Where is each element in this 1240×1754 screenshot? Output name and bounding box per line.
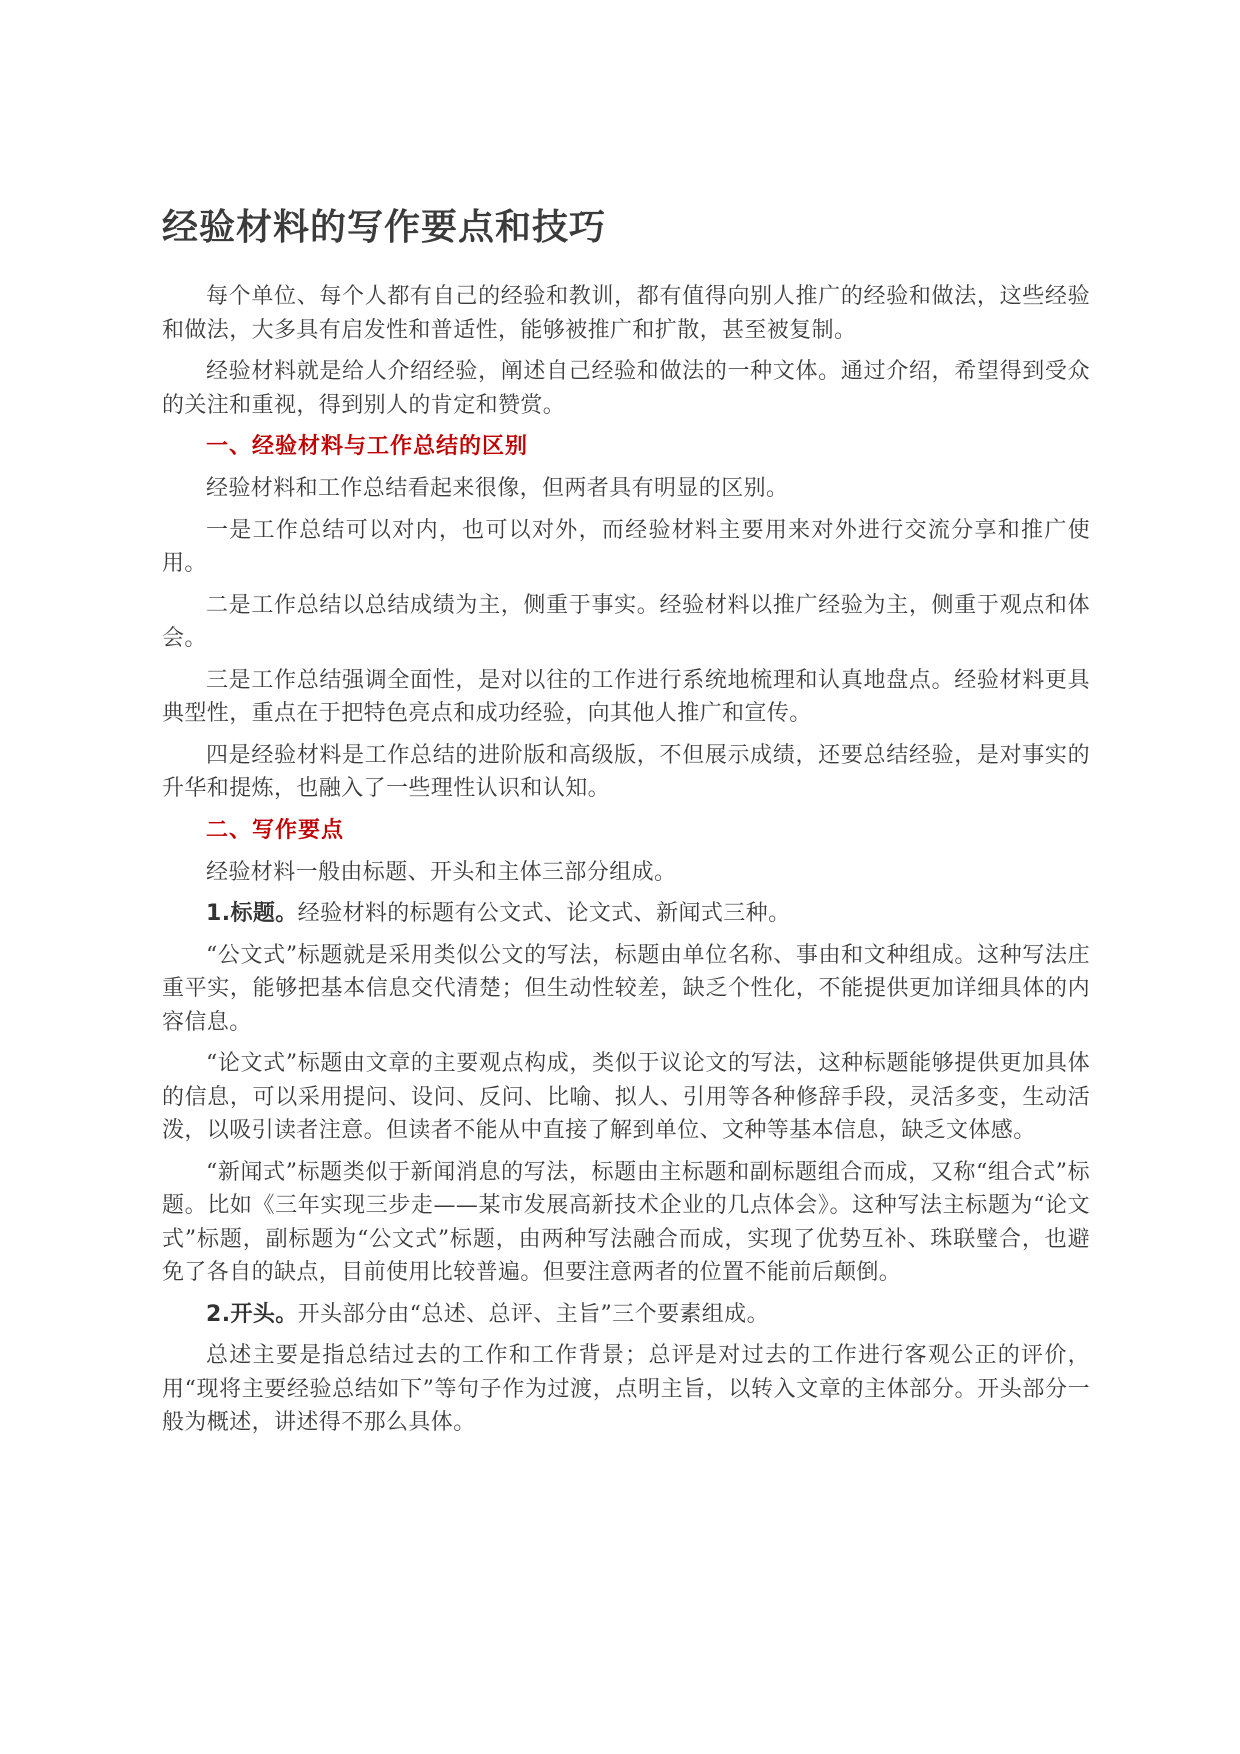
item-1-detail-paragraph: “新闻式”标题类似于新闻消息的写法，标题由主标题和副标题组合而成，又称“组合式”标题。比如《三年实现三步走——某市发展高新技术企业的几点体会》。这种写法主标题为“论文式”标题，副标题为“公文式”标题，由两种写法融合而成，实现了优势互补、珠联璧合，也避免了各自的缺点，目前使用比较普遍。但要注意两者的位置不能前后颠倒。 (162, 1159, 1090, 1285)
intro-paragraph-1: 每个单位、每个人都有自己的经验和教训，都有值得向别人推广的经验和做法，这些经验和做法，大多具有启发性和普适性，能够被推广和扩散，甚至被复制。 (162, 284, 1090, 343)
section-1-paragraph: 一是工作总结可以对内，也可以对外，而经验材料主要用来对外进行交流分享和推广使用。 (162, 517, 1090, 576)
intro-paragraph-2: 经验材料就是给人介绍经验，阐述自己经验和做法的一种文体。通过介绍，希望得到受众的关注和重视，得到别人的肯定和赞赏。 (162, 359, 1090, 418)
item-1-detail-paragraph: “公文式”标题就是采用类似公文的写法，标题由单位名称、事由和文种组成。这种写法庄重平实，能够把基本信息交代清楚；但生动性较差，缺乏个性化，不能提供更加详细具体的内容信息。 (162, 942, 1090, 1035)
section-2-heading: 二、写作要点 (206, 817, 345, 843)
document-title: 经验材料的写作要点和技巧 (162, 207, 607, 248)
item-1-lead: 1.标题。 (206, 901, 298, 926)
section-1-paragraph: 二是工作总结以总结成绩为主，侧重于事实。经验材料以推广经验为主，侧重于观点和体会。 (162, 592, 1090, 651)
item-2-lead: 2.开头。 (206, 1301, 298, 1327)
item-2-paragraph (162, 1298, 1090, 1332)
item-1-detail-paragraph: “论文式”标题由文章的主要观点构成，类似于议论文的写法，这种标题能够提供更加具体的信息，可以采用提问、设问、反问、比喻、拟人、引用等各种修辞手段，灵活多变，生动活泼，以吸引读者注意。但读者不能从中直接了解到单位、文种等基本信息，缺乏文体感。 (162, 1051, 1090, 1143)
item-1-paragraph (162, 897, 1090, 931)
section-1-paragraph: 经验材料和工作总结看起来很像，但两者具有明显的区别。 (206, 476, 789, 501)
section-1-paragraph: 三是工作总结强调全面性，是对以往的工作进行系统地梳理和认真地盘点。经验材料更具典型性，重点在于把特色亮点和成功经验，向其他人推广和宣传。 (162, 667, 1090, 726)
item-2-text: 开头部分由“总述、总评、主旨”三个要素组成。 (297, 1301, 769, 1327)
item-1-text: 经验材料的标题有公文式、论文式、新闻式三种。 (297, 901, 791, 926)
section-1-paragraph: 四是经验材料是工作总结的进阶版和高级版，不但展示成绩，还要总结经验，是对事实的升华和提炼，也融入了一些理性认识和认知。 (162, 742, 1090, 801)
item-2-detail-paragraph: 总述主要是指总结过去的工作和工作背景；总评是对过去的工作进行客观公正的评价，用“现将主要经验总结如下”等句子作为过渡，点明主旨，以转入文章的主体部分。开头部分一般为概述，讲述得不那么具体。 (162, 1343, 1090, 1435)
section-2-intro: 经验材料一般由标题、开头和主体三部分组成。 (206, 859, 677, 885)
section-1-heading: 一、经验材料与工作总结的区别 (206, 434, 529, 459)
